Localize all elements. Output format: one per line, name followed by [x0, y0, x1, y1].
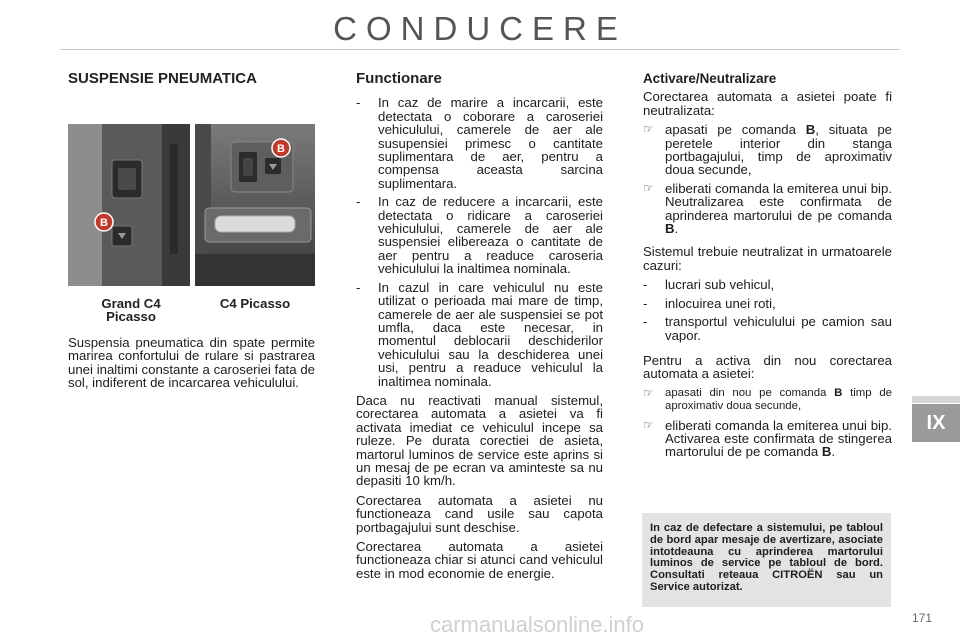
- photo-c4-picasso-image: [195, 124, 315, 286]
- pointing-hand-icon: ☞: [643, 180, 654, 195]
- dash-marker: -: [643, 277, 648, 293]
- list-item: - In cazul in care vehiculul nu este utilizat o perioada mai mare de timp, camerele de aer ale suspensiei se pot umfla, daca este necesar, in momentul deblocarii deschiderilor vehiculului sau la deschiderea unei usi, pentru a readuce vehiculul la inaltimea nominala.: [356, 279, 603, 389]
- list-item: ☞ eliberati comanda la emiterea unui bip. Neutralizarea este confirmata de aprinderea martorului de pe comanda B.: [643, 180, 892, 237]
- neutralize-steps: [643, 123, 892, 235]
- pointing-hand-icon: ☞: [643, 122, 654, 137]
- paragraph-reactivate-intro: Pentru a activa din nou corectarea automata a asietei:: [643, 352, 892, 382]
- suspension-description: Suspensia pneumatica din spate permite marirea confortului de rulare si pastrarea unei inaltimi constante a caroseriei fata de sol, indiferent de incarcarea vehiculului.: [68, 335, 315, 391]
- list-item: ☞ apasati pe comanda B, situata pe peretele interior din stanga portbagajului, timp de aproximativ doua secunde,: [643, 122, 893, 178]
- dash-marker: -: [356, 279, 361, 295]
- right-column: [643, 72, 892, 465]
- title-divider: [60, 49, 900, 50]
- dash-marker: -: [643, 295, 648, 311]
- middle-column: [356, 72, 603, 586]
- photo-grand-c4-picasso: [68, 124, 190, 286]
- caption-grand-c4-picasso: Grand C4 Picasso: [101, 296, 161, 325]
- page-number: 171: [912, 611, 933, 625]
- section-heading-functionare: Functionare: [356, 70, 442, 87]
- section-heading-suspension: SUSPENSIE PNEUMATICA: [68, 70, 257, 87]
- watermark-text: carmanualsonline.info: [430, 612, 645, 637]
- list-item: - inlocuirea unei roti,: [643, 295, 776, 311]
- chapter-tab-accent: [912, 396, 960, 403]
- page-title: CONDUCERE: [333, 10, 627, 47]
- paragraph-reactivation: Daca nu reactivati manual sistemul, corectarea automata a asietei va fi activata imediat ce vehiculul incepe sa ruleze. Pe durata corectiei de asieta, martorul luminos de service este aprins si un mesaj de pe ecran va aminteste sa nu depasiti 10 km/h.: [356, 392, 603, 489]
- dash-marker: -: [643, 314, 648, 330]
- reactivate-steps: [643, 387, 892, 459]
- paragraph-economy: Corectarea automata a asietei functioneaza chiar si atunci cand vehiculul este in mod economie de energie.: [356, 539, 603, 581]
- section-heading-activare: Activare/Neutralizare: [643, 71, 777, 86]
- left-paragraph-block: [68, 336, 315, 396]
- chapter-tab: IX: [912, 404, 960, 442]
- left-column: [68, 72, 323, 85]
- caption-c4-picasso: C4 Picasso: [219, 296, 291, 311]
- list-item: ☞ eliberati comanda la emiterea unui bip. Activarea este confirmata de stingerea martorului de pe comanda B.: [643, 417, 892, 460]
- button-b-label-2: B: [277, 143, 285, 155]
- cases-list: [643, 278, 892, 342]
- functionare-list: [356, 96, 603, 388]
- warning-note-box: [642, 513, 891, 607]
- list-item: - In caz de reducere a incarcarii, este detectata o ridicare a caroseriei vehiculului, camerele de aer ale suspensiei elibereaza o cantitate de aer pentru a readuce caroseria vehiculului la inaltimea nominala.: [356, 194, 603, 277]
- list-item: - In caz de marire a incarcarii, este detectata o coborare a caroseriei vehiculului, camerele de aer ale susupensiei primesc o cantitate suplimentara de aer, pentru a compensa aceasta sarcina suplimentara.: [356, 95, 603, 191]
- paragraph-neutralize-intro: Corectarea automata a asietei poate fi neutralizata:: [643, 89, 892, 118]
- button-b-label-1: B: [100, 217, 108, 229]
- paragraph-neutralize-cases: Sistemul trebuie neutralizat in urmatoarele cazuri:: [643, 244, 892, 273]
- pointing-hand-icon: ☞: [643, 417, 654, 432]
- photo-grand-c4-picasso-image: [68, 124, 190, 286]
- paragraph-doors: Corectarea automata a asietei nu functioneaza cand usile sau capota portbagajului sunt deschise.: [356, 492, 603, 535]
- list-item: - lucrari sub vehicul,: [643, 277, 775, 293]
- warning-note-text: In caz de defectare a sistemului, pe tabloul de bord apar mesaje de avertizare, asociate intotdeauna cu aprinderea martorului luminos de service pe tabloul de bord. Consultati reteaua CITROËN sau un Service autorizat.: [650, 522, 883, 593]
- list-item: - transportul vehiculului pe camion sau vapor.: [643, 314, 892, 343]
- pointing-hand-icon: ☞: [643, 385, 654, 400]
- list-item: ☞ apasati din nou pe comanda B timp de aproximativ doua secunde,: [643, 385, 892, 413]
- photo-c4-picasso: [195, 124, 315, 286]
- dash-marker: -: [356, 95, 361, 111]
- dash-marker: -: [356, 194, 361, 210]
